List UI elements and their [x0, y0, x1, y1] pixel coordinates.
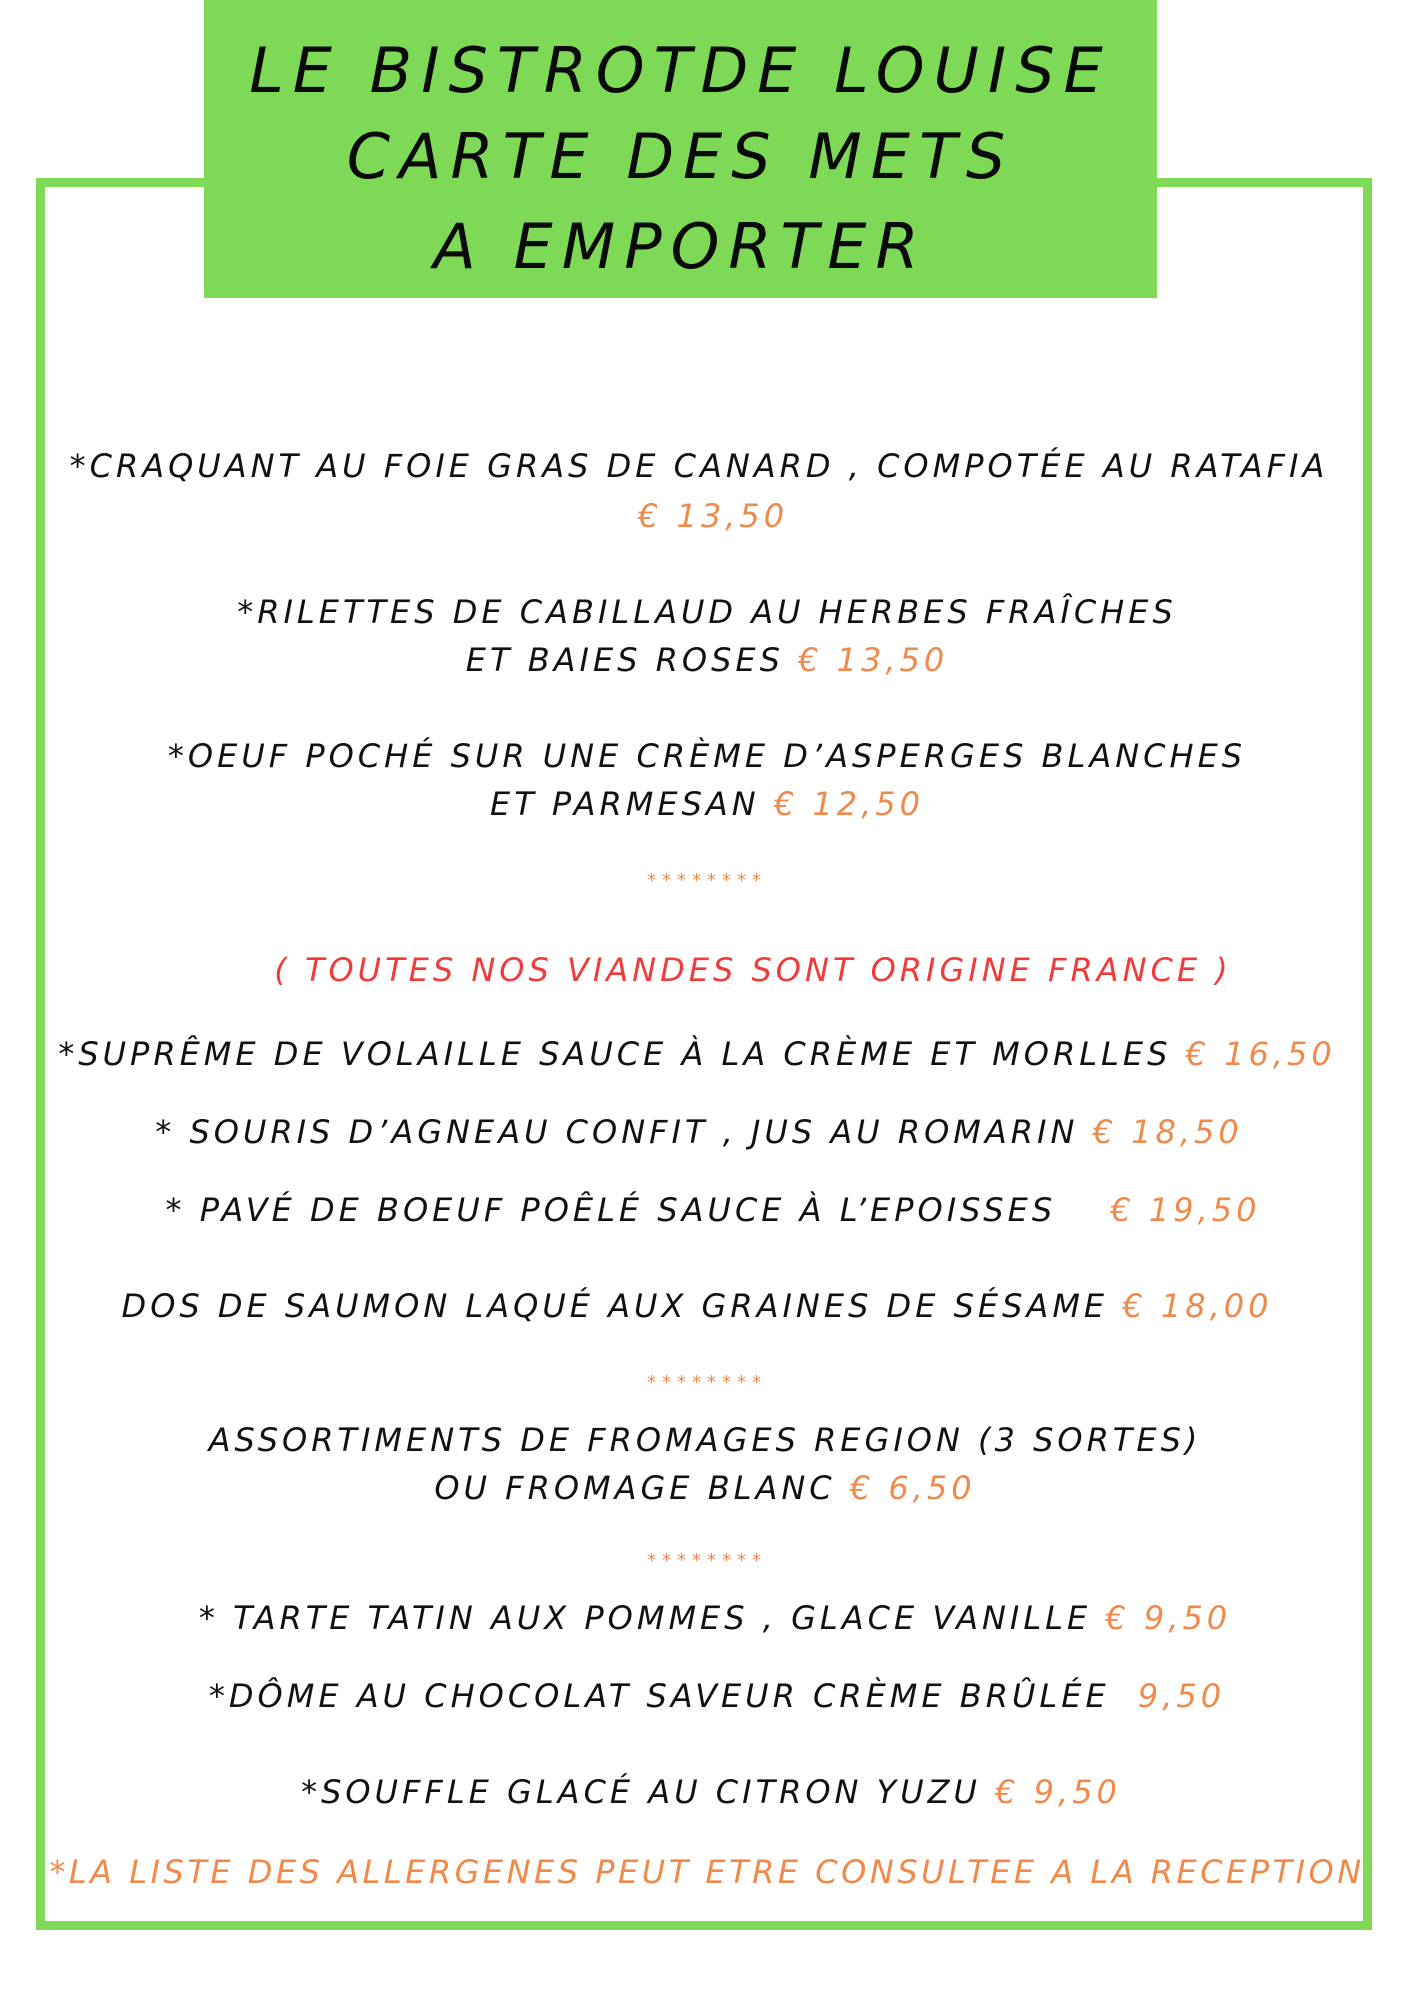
dish-price: € 18,50	[1092, 1113, 1243, 1151]
dish-name: * SOURIS D’AGNEAU CONFIT , JUS AU ROMARIN	[155, 1113, 1079, 1151]
main-item	[0, 1113, 1406, 1151]
dish-price: 9,50	[1137, 1677, 1226, 1715]
menu-subtitle: A EMPORTER	[433, 210, 928, 283]
restaurant-name: LE BISTROTDE LOUISE	[249, 34, 1112, 107]
dish-name: DOS DE SAUMON LAQUÉ AUX GRAINES DE SÉSAME	[121, 1287, 1109, 1325]
section-separator: ********	[647, 1550, 767, 1571]
menu-title: CARTE DES METS	[346, 120, 1015, 193]
dish-price: € 9,50	[995, 1773, 1121, 1811]
starter-item	[0, 447, 1406, 485]
dessert-item	[10, 1677, 1414, 1715]
dish-name: *DÔME AU CHOCOLAT SAVEUR CRÈME BRÛLÉE	[208, 1677, 1110, 1715]
starter-item-cont	[0, 641, 1414, 679]
cheese-item	[0, 1421, 1412, 1459]
dish-name: OU FROMAGE BLANC	[434, 1469, 836, 1507]
dish-price: € 9,50	[1105, 1599, 1232, 1637]
starter-item	[0, 737, 1414, 775]
dish-name: ASSORTIMENTS DE FROMAGES REGION (3 SORTES)	[208, 1421, 1202, 1459]
dish-price: € 6,50	[849, 1469, 976, 1507]
main-item	[0, 1287, 1404, 1325]
starter-item	[0, 593, 1414, 631]
dish-name: *SUPRÊME DE VOLAILLE SAUCE À LA CRÈME ET MORLLES	[58, 1035, 1172, 1073]
section-separator: ********	[647, 1372, 767, 1393]
dish-price-line	[6, 497, 1414, 535]
cheese-item-cont	[0, 1469, 1412, 1507]
dish-name: *SOUFFLE GLACÉ AU CITRON YUZU	[301, 1773, 981, 1811]
dish-name: ET BAIES ROSES	[465, 641, 784, 679]
dessert-item	[4, 1773, 1414, 1811]
dish-name: * PAVÉ DE BOEUF POÊLÉ SAUCE À L’EPOISSES	[165, 1191, 1057, 1229]
dish-price: € 19,50	[1110, 1191, 1261, 1229]
origin-notice: ( TOUTES NOS VIANDES SONT ORIGINE FRANCE )	[274, 951, 1232, 989]
dish-price: € 13,50	[637, 497, 789, 535]
allergen-notice: *LA LISTE DES ALLERGENES PEUT ETRE CONSULTEE A LA RECEPTION	[49, 1853, 1365, 1891]
dish-price: € 16,50	[1185, 1035, 1336, 1073]
dish-price: € 12,50	[773, 785, 925, 823]
dish-price: € 18,00	[1122, 1287, 1273, 1325]
dish-name: * TARTE TATIN AUX POMMES , GLACE VANILLE	[198, 1599, 1092, 1637]
section-separator: ********	[647, 870, 767, 891]
dessert-item	[8, 1599, 1414, 1637]
dish-name: *OEUF POCHÉ SUR UNE CRÈME D’ASPERGES BLANCHES	[167, 737, 1247, 775]
main-item	[0, 1035, 1404, 1073]
starter-item-cont	[0, 785, 1414, 823]
dish-name: *RILETTES DE CABILLAUD AU HERBES FRAÎCHES	[237, 593, 1177, 631]
dish-name: *CRAQUANT AU FOIE GRAS DE CANARD , COMPOTÉE AU RATAFIA	[69, 447, 1329, 485]
main-item	[6, 1191, 1414, 1229]
dish-price: € 13,50	[798, 641, 949, 679]
dish-name: ET PARMESAN	[489, 785, 760, 823]
